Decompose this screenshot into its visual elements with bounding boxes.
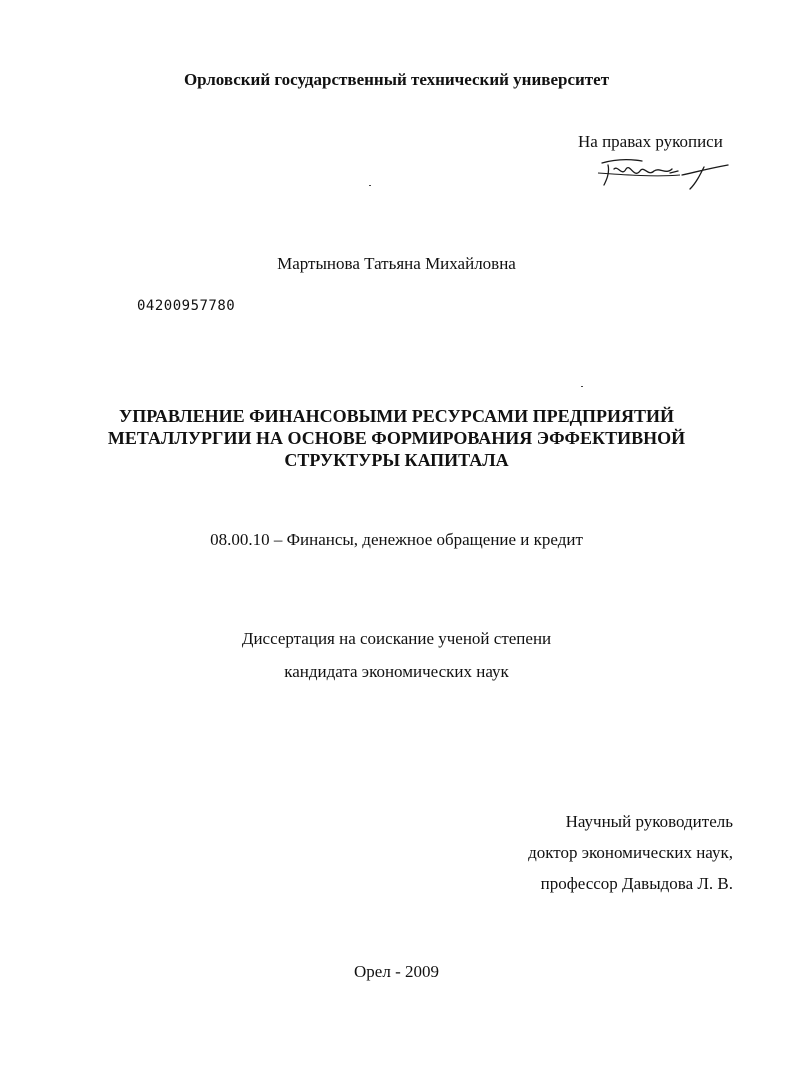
title-line: СТРУКТУРЫ КАПИТАЛА	[284, 450, 509, 470]
supervisor-line: профессор Давыдова Л. В.	[540, 874, 733, 893]
scientific-supervisor	[528, 806, 733, 899]
degree-line: кандидата экономических наук	[284, 662, 509, 681]
specialty-code: 08.00.10 – Финансы, денежное обращение и кредит	[210, 530, 583, 549]
university-name: Орловский государственный технический университет	[183, 70, 610, 89]
supervisor-line: доктор экономических наук,	[528, 843, 733, 862]
manuscript-rights-note: На правах рукописи	[578, 132, 723, 151]
degree-line: Диссертация на соискание ученой степени	[241, 629, 552, 648]
title-line: МЕТАЛЛУРГИИ НА ОСНОВЕ ФОРМИРОВАНИЯ ЭФФЕКТИВНОЙ	[107, 428, 686, 448]
registration-code: 04200957780	[137, 298, 236, 314]
city-year: Орел - 2009	[354, 962, 439, 981]
scan-speck	[369, 185, 371, 186]
author-signature	[596, 155, 736, 191]
dissertation-title	[0, 405, 793, 471]
scan-speck	[581, 386, 583, 387]
title-line: УПРАВЛЕНИЕ ФИНАНСОВЫМИ РЕСУРСАМИ ПРЕДПРИЯТИЙ	[119, 406, 674, 426]
degree-statement	[0, 622, 793, 688]
author-name: Мартынова Татьяна Михайловна	[277, 254, 516, 273]
supervisor-line: Научный руководитель	[565, 812, 733, 831]
